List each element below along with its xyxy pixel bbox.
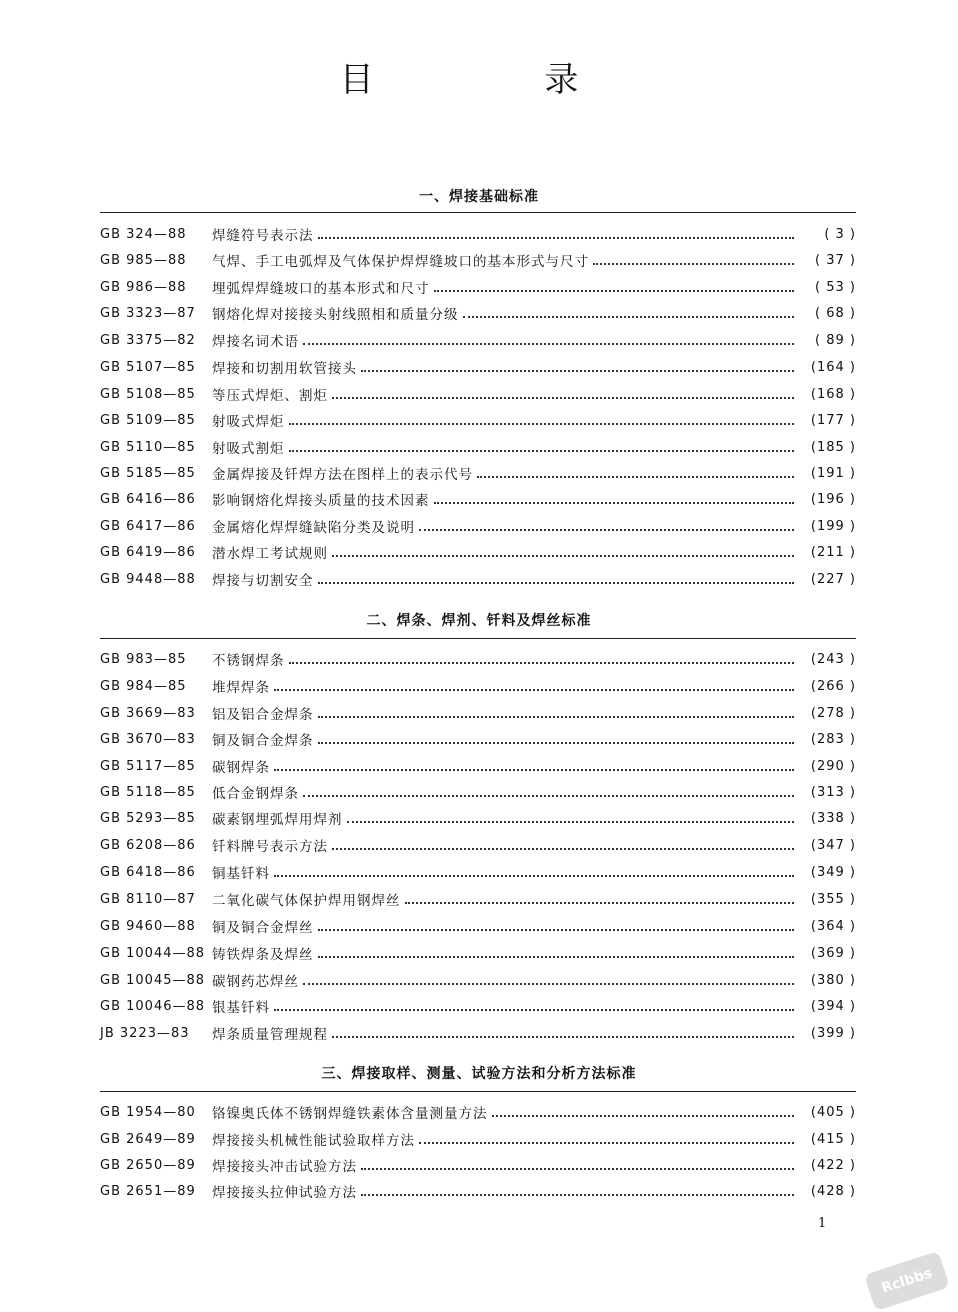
divider: [100, 638, 856, 639]
page-ref: (266 ): [810, 678, 856, 694]
standard-code: GB 3375—82: [100, 332, 196, 348]
section-heading: 三、焊接取样、测量、试验方法和分析方法标准: [321, 1066, 637, 1082]
toc-entry[interactable]: [100, 568, 856, 590]
toc-entry[interactable]: [100, 436, 856, 458]
entry-title: 金属焊接及钎焊方法在图样上的表示代号: [212, 467, 473, 483]
standard-code: GB 6416—86: [100, 491, 196, 507]
entry-title: 不锈钢焊条: [212, 653, 285, 669]
entry-title: 焊接名词术语: [212, 334, 299, 350]
toc-entry[interactable]: [100, 409, 856, 431]
standard-code: GB 10045—88: [100, 972, 206, 988]
toc-entry[interactable]: [100, 302, 856, 324]
leader-dots: [419, 515, 794, 531]
standard-code: GB 2650—89: [100, 1157, 196, 1173]
leader-dots: [289, 436, 795, 452]
leader-dots: [318, 702, 795, 718]
entry-title: 焊条质量管理规程: [212, 1027, 328, 1043]
page-ref: (191 ): [810, 465, 856, 481]
standard-code: GB 8110—87: [100, 891, 196, 907]
leader-dots: [332, 1022, 794, 1038]
entry-title: 影响钢熔化焊接头质量的技术因素: [212, 493, 430, 509]
leader-dots: [361, 356, 794, 372]
leader-dots: [318, 568, 795, 584]
entry-title: 银基钎料: [212, 1000, 270, 1016]
standard-code: JB 3223—83: [100, 1025, 190, 1041]
leader-dots: [318, 942, 795, 958]
leader-dots: [477, 462, 794, 478]
section-heading: 一、焊接基础标准: [419, 189, 539, 205]
entry-title: 焊缝符号表示法: [212, 228, 314, 244]
page-ref: (349 ): [810, 864, 856, 880]
toc-entry[interactable]: [100, 1128, 856, 1150]
entry-title: 碳素钢埋弧焊用焊剂: [212, 812, 343, 828]
entry-title: 潜水焊工考试规则: [212, 546, 328, 562]
entry-title: 低合金钢焊条: [212, 786, 299, 802]
toc-entry[interactable]: [100, 329, 856, 351]
page-ref: (164 ): [810, 359, 856, 375]
toc-entry[interactable]: [100, 462, 856, 484]
entry-title: 碳钢焊条: [212, 760, 270, 776]
entry-title: 焊接和切割用软管接头: [212, 361, 357, 377]
leader-dots: [434, 488, 795, 504]
page-ref: (227 ): [810, 571, 856, 587]
page-ref: (422 ): [810, 1157, 856, 1173]
leader-dots: [274, 995, 794, 1011]
leader-dots: [434, 276, 795, 292]
toc-entry[interactable]: [100, 1101, 856, 1123]
entry-title: 铝及铝合金焊条: [212, 707, 314, 723]
section-heading: 二、焊条、焊剂、钎料及焊丝标准: [366, 613, 592, 629]
toc-entry[interactable]: [100, 888, 856, 910]
page-ref: (415 ): [810, 1131, 856, 1147]
toc-entry[interactable]: [100, 834, 856, 856]
leader-dots: [274, 675, 794, 691]
standard-code: GB 3669—83: [100, 705, 196, 721]
standard-code: GB 2649—89: [100, 1131, 196, 1147]
toc-entry[interactable]: [100, 728, 856, 750]
standard-code: GB 5109—85: [100, 412, 196, 428]
toc-entry[interactable]: [100, 356, 856, 378]
page-ref: (399 ): [810, 1025, 856, 1041]
toc-entry[interactable]: [100, 755, 856, 777]
page-ref: (380 ): [810, 972, 856, 988]
standard-code: GB 984—85: [100, 678, 187, 694]
standard-code: GB 5293—85: [100, 810, 196, 826]
toc-entry[interactable]: [100, 249, 856, 271]
leader-dots: [274, 861, 794, 877]
leader-dots: [463, 302, 795, 318]
toc-entry[interactable]: [100, 675, 856, 697]
leader-dots: [361, 1154, 794, 1170]
toc-entry[interactable]: [100, 807, 856, 829]
toc-entry[interactable]: [100, 969, 856, 991]
standard-code: GB 10046—88: [100, 998, 206, 1014]
page-ref: (364 ): [810, 918, 856, 934]
page-ref: (196 ): [810, 491, 856, 507]
page-ref: ( 68 ): [815, 305, 856, 321]
entry-title: 射吸式焊炬: [212, 414, 285, 430]
toc-entry[interactable]: [100, 781, 856, 803]
page-title: 目 录: [339, 60, 659, 100]
entry-title: 焊接接头冲击试验方法: [212, 1159, 357, 1175]
standard-code: GB 983—85: [100, 651, 187, 667]
leader-dots: [303, 781, 794, 797]
entry-title: 碳钢药芯焊丝: [212, 974, 299, 990]
toc-entry[interactable]: [100, 541, 856, 563]
toc-entry[interactable]: [100, 223, 856, 245]
leader-dots: [347, 807, 795, 823]
entry-title: 铬镍奥氏体不锈钢焊缝铁素体含量测量方法: [212, 1106, 488, 1122]
toc-entry[interactable]: [100, 515, 856, 537]
page-ref: ( 89 ): [815, 332, 856, 348]
standard-code: GB 10044—88: [100, 945, 206, 961]
standard-code: GB 324—88: [100, 226, 187, 242]
standard-code: GB 1954—80: [100, 1104, 196, 1120]
leader-dots: [419, 1128, 794, 1144]
toc-entry[interactable]: [100, 488, 856, 510]
leader-dots: [332, 541, 794, 557]
page-ref: (369 ): [810, 945, 856, 961]
entry-title: 铜及铜合金焊丝: [212, 920, 314, 936]
entry-title: 铜及铜合金焊条: [212, 733, 314, 749]
entry-title: 焊接与切割安全: [212, 573, 314, 589]
standard-code: GB 6418—86: [100, 864, 196, 880]
page-ref: (313 ): [810, 784, 856, 800]
page-ref: (405 ): [810, 1104, 856, 1120]
standard-code: GB 5108—85: [100, 386, 196, 402]
entry-title: 金属熔化焊焊缝缺陷分类及说明: [212, 520, 415, 536]
entry-title: 等压式焊炬、割炬: [212, 388, 328, 404]
page-ref: (355 ): [810, 891, 856, 907]
leader-dots: [303, 969, 794, 985]
page-ref: ( 53 ): [815, 279, 856, 295]
leader-dots: [303, 329, 794, 345]
standard-code: GB 5118—85: [100, 784, 196, 800]
standard-code: GB 5185—85: [100, 465, 196, 481]
page-ref: ( 3 ): [824, 226, 856, 242]
standard-code: GB 6419—86: [100, 544, 196, 560]
watermark-logo: Rclbbs: [864, 1251, 950, 1311]
entry-title: 铜基钎料: [212, 866, 270, 882]
leader-dots: [361, 1180, 794, 1196]
toc-entry[interactable]: [100, 702, 856, 724]
leader-dots: [492, 1101, 795, 1117]
page-ref: (211 ): [810, 544, 856, 560]
page-ref: (199 ): [810, 518, 856, 534]
entry-title: 钢熔化焊对接接头射线照相和质量分级: [212, 307, 459, 323]
leader-dots: [332, 383, 794, 399]
leader-dots: [318, 223, 795, 239]
page-ref: (243 ): [810, 651, 856, 667]
page-ref: ( 37 ): [815, 252, 856, 268]
page-ref: (168 ): [810, 386, 856, 402]
entry-title: 焊接接头拉伸试验方法: [212, 1185, 357, 1201]
page-ref: (290 ): [810, 758, 856, 774]
page-ref: (177 ): [810, 412, 856, 428]
toc-entry[interactable]: [100, 276, 856, 298]
entry-title: 二氧化碳气体保护焊用钢焊丝: [212, 893, 401, 909]
leader-dots: [405, 888, 795, 904]
standard-code: GB 5107—85: [100, 359, 196, 375]
entry-title: 钎料牌号表示方法: [212, 839, 328, 855]
standard-code: GB 3670—83: [100, 731, 196, 747]
toc-entry[interactable]: [100, 1180, 856, 1202]
standard-code: GB 985—88: [100, 252, 187, 268]
page-ref: (338 ): [810, 810, 856, 826]
entry-title: 射吸式割炬: [212, 441, 285, 457]
standard-code: GB 9460—88: [100, 918, 196, 934]
entry-title: 埋弧焊焊缝坡口的基本形式和尺寸: [212, 281, 430, 297]
standard-code: GB 5110—85: [100, 439, 196, 455]
entry-title: 气焊、手工电弧焊及气体保护焊焊缝坡口的基本形式与尺寸: [212, 254, 589, 270]
leader-dots: [318, 915, 795, 931]
page-ref: (394 ): [810, 998, 856, 1014]
entry-title: 堆焊焊条: [212, 680, 270, 696]
toc-entry[interactable]: [100, 1022, 856, 1044]
leader-dots: [318, 728, 795, 744]
standard-code: GB 986—88: [100, 279, 187, 295]
toc-entry[interactable]: [100, 383, 856, 405]
leader-dots: [289, 648, 795, 664]
page-number: 1: [818, 1216, 827, 1231]
toc-entry[interactable]: [100, 861, 856, 883]
toc-entry[interactable]: [100, 995, 856, 1017]
entry-title: 铸铁焊条及焊丝: [212, 947, 314, 963]
leader-dots: [332, 834, 794, 850]
leader-dots: [289, 409, 795, 425]
standard-code: GB 3323—87: [100, 305, 196, 321]
toc-entry[interactable]: [100, 915, 856, 937]
standard-code: GB 9448—88: [100, 571, 196, 587]
standard-code: GB 2651—89: [100, 1183, 196, 1199]
leader-dots: [593, 249, 794, 265]
divider: [100, 212, 856, 213]
standard-code: GB 6208—86: [100, 837, 196, 853]
divider: [100, 1091, 856, 1092]
standard-code: GB 5117—85: [100, 758, 196, 774]
page-ref: (278 ): [810, 705, 856, 721]
toc-entry[interactable]: [100, 942, 856, 964]
toc-entry[interactable]: [100, 648, 856, 670]
toc-entry[interactable]: [100, 1154, 856, 1176]
page-ref: (347 ): [810, 837, 856, 853]
entry-title: 焊接接头机械性能试验取样方法: [212, 1133, 415, 1149]
page-ref: (185 ): [810, 439, 856, 455]
standard-code: GB 6417—86: [100, 518, 196, 534]
page-ref: (428 ): [810, 1183, 856, 1199]
leader-dots: [274, 755, 794, 771]
page-ref: (283 ): [810, 731, 856, 747]
